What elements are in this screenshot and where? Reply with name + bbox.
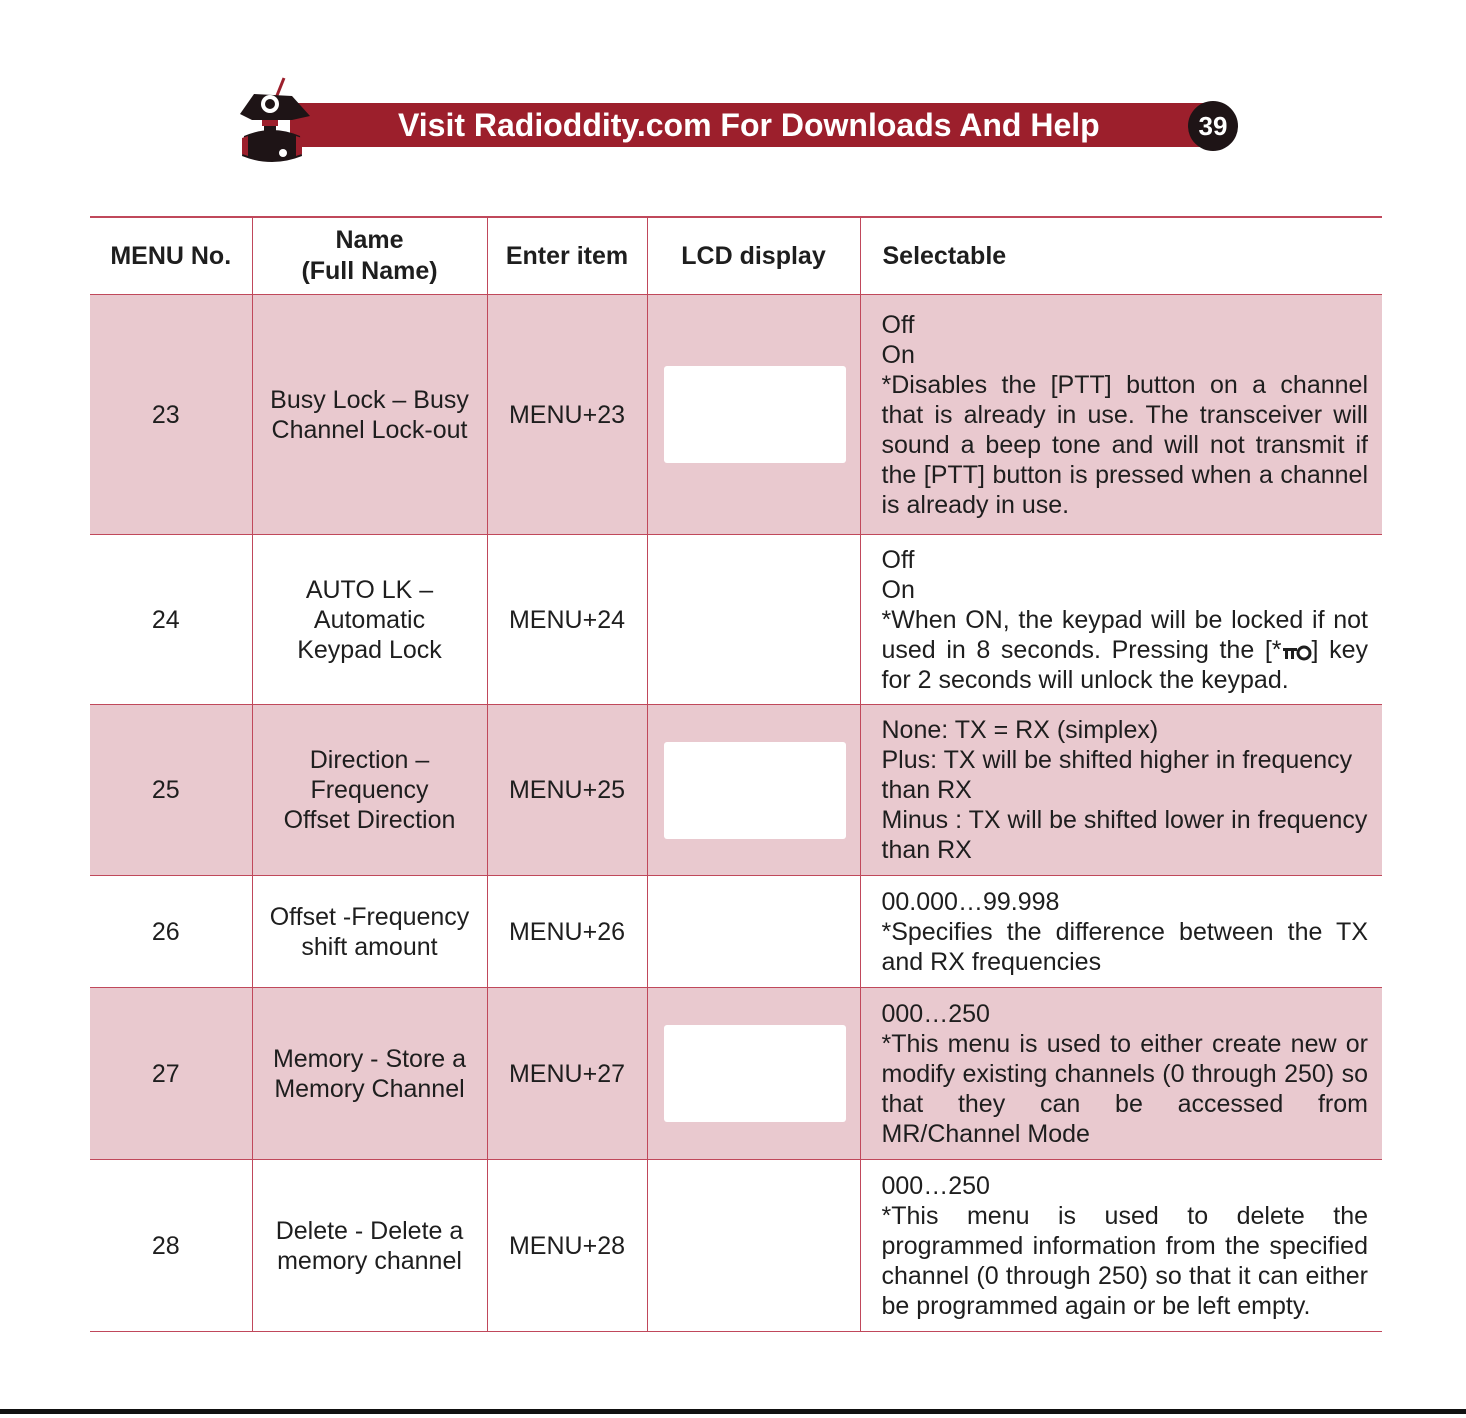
table-row — [90, 876, 1382, 988]
menu-name-line: Frequency — [310, 776, 429, 804]
selectable-option: Off — [881, 310, 915, 339]
table-row — [90, 295, 1382, 535]
menu-name-line: Offset -Frequency — [269, 902, 470, 931]
selectable-option: Plus: TX will be shifted higher in frequency than RX — [881, 746, 1353, 804]
table-row — [90, 535, 1382, 705]
menu-number: 27 — [90, 988, 252, 1160]
lcd-display-cell — [647, 295, 860, 535]
menu-name-line: Memory Channel — [274, 1074, 465, 1103]
lcd-display-image — [664, 366, 846, 463]
selectable-note — [882, 605, 1369, 695]
page-bottom-rule — [0, 1409, 1466, 1414]
radioddity-robot-logo-icon — [232, 76, 312, 166]
note-text-before-icon: *When ON, the keypad will be locked if not used in 8 seconds. Pressing the [* — [881, 605, 1368, 664]
selectable-note: *This menu is used to either create new or modify existing channels (0 through 250) so that they can be accessed from MR/Channel Mode — [881, 1029, 1368, 1148]
menu-name — [252, 295, 487, 535]
header-lcd-display: LCD display — [647, 217, 860, 295]
lcd-display-image — [664, 1025, 846, 1122]
menu-name — [252, 988, 487, 1160]
lcd-display-cell — [647, 535, 860, 705]
selectable-cell — [860, 988, 1382, 1160]
menu-name-line: Delete - Delete a — [275, 1216, 464, 1245]
menu-name-line: Keypad Lock — [297, 635, 442, 664]
selectable-option: On — [881, 340, 915, 369]
selectable-option: 000…250 — [881, 999, 990, 1028]
selectable-cell — [860, 876, 1382, 988]
header-menu-no: MENU No. — [90, 217, 252, 295]
lcd-display-cell — [647, 1160, 860, 1332]
enter-item: MENU+23 — [487, 295, 647, 535]
menu-number: 24 — [90, 535, 252, 705]
selectable-option: 000…250 — [881, 1171, 990, 1200]
selectable-note: *This menu is used to delete the programmed information from the specified channel (0 through 250) so that it can either be programmed again or be left empty. — [881, 1201, 1368, 1320]
selectable-note: *Specifies the difference between the TX and RX frequencies — [881, 917, 1368, 976]
table-row — [90, 988, 1382, 1160]
table-row — [90, 705, 1382, 876]
banner-text: Visit Radioddity.com For Downloads And Help — [398, 107, 1100, 143]
enter-item: MENU+24 — [487, 535, 647, 705]
menu-name-line: AUTO LK – — [305, 575, 434, 604]
menu-table — [90, 216, 1382, 1332]
menu-name — [252, 705, 487, 876]
header-name — [252, 217, 487, 295]
selectable-option: 00.000…99.998 — [881, 887, 1060, 916]
menu-name-line: shift amount — [301, 932, 438, 961]
menu-number: 26 — [90, 876, 252, 988]
menu-name-line: Offset Direction — [283, 806, 456, 834]
lcd-display-cell — [647, 876, 860, 988]
header-name-line1: Name — [335, 226, 404, 254]
menu-number: 25 — [90, 705, 252, 876]
menu-name-line: memory channel — [277, 1246, 462, 1275]
selectable-cell — [860, 705, 1382, 876]
lcd-display-cell — [647, 705, 860, 876]
selectable-cell — [860, 295, 1382, 535]
menu-name-line: Direction – — [309, 746, 430, 774]
enter-item: MENU+26 — [487, 876, 647, 988]
selectable-option: None: TX = RX (simplex) — [881, 716, 1159, 744]
page-number-badge: 39 — [1188, 101, 1238, 151]
table-row — [90, 1160, 1382, 1332]
note-text-after-icon: ] key for 2 seconds will unlock the keypad. — [881, 635, 1368, 694]
menu-name-line: Busy Lock – Busy — [270, 385, 469, 414]
selectable-cell — [860, 1160, 1382, 1332]
selectable-option: On — [881, 575, 915, 604]
selectable-option: Off — [881, 545, 915, 574]
lcd-display-image — [664, 742, 846, 839]
selectable-option: Minus : TX will be shifted lower in frequency than RX — [881, 806, 1368, 864]
selectable-cell — [860, 535, 1382, 705]
header-name-line2: (Full Name) — [301, 257, 438, 285]
lcd-display-cell — [647, 988, 860, 1160]
menu-name — [252, 876, 487, 988]
key-lock-icon — [1282, 643, 1312, 661]
enter-item: MENU+25 — [487, 705, 647, 876]
menu-name — [252, 535, 487, 705]
selectable-note: *Disables the [PTT] button on a channel that is already in use. The transceiver will sound a beep tone and will not transmit if the [PTT] button is pressed when a channel is already in use. — [881, 370, 1368, 519]
menu-number: 28 — [90, 1160, 252, 1332]
menu-name — [252, 1160, 487, 1332]
menu-name-line: Channel Lock-out — [271, 415, 468, 444]
menu-name-line: Automatic — [313, 605, 426, 634]
header-enter-item: Enter item — [487, 217, 647, 295]
table-header-row — [90, 217, 1382, 295]
menu-number: 23 — [90, 295, 252, 535]
enter-item: MENU+28 — [487, 1160, 647, 1332]
enter-item: MENU+27 — [487, 988, 647, 1160]
header-banner — [290, 103, 1230, 147]
header-selectable: Selectable — [860, 217, 1382, 295]
menu-name-line: Memory - Store a — [272, 1044, 467, 1073]
